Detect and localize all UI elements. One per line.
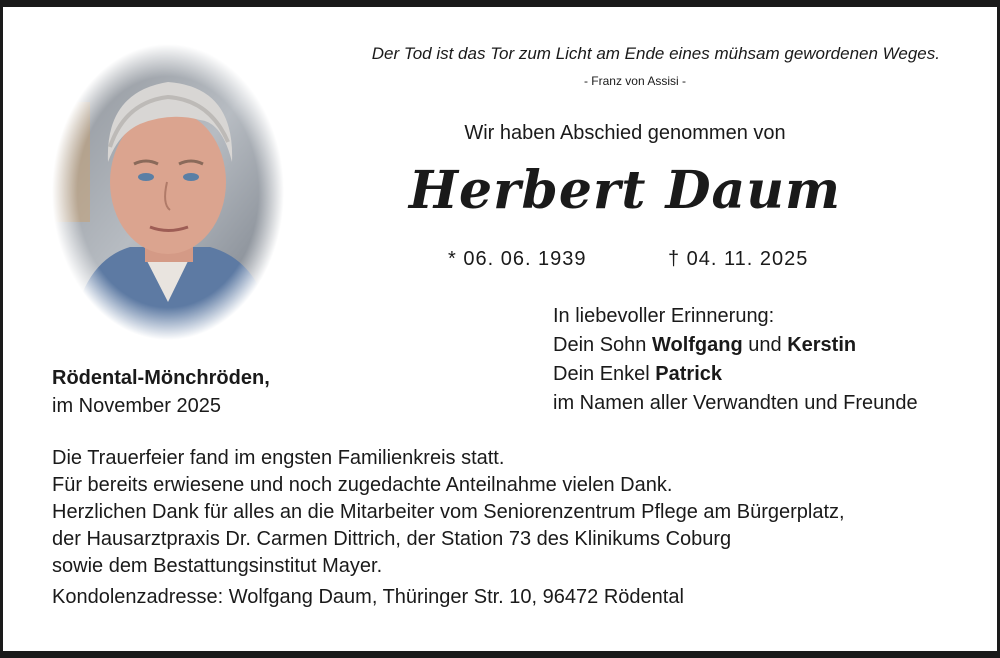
farewell-heading: Wir haben Abschied genommen von: [464, 122, 786, 144]
body-line: Für bereits erwiesene und noch zugedachte Anteilnahme vielen Dank.: [52, 474, 673, 496]
son-prefix: Dein Sohn: [553, 334, 652, 356]
son-name: Wolfgang: [651, 334, 743, 356]
quote-author: - Franz von Assisi -: [583, 74, 686, 88]
body-text: [52, 445, 845, 580]
mourners-intro: In liebevoller Erinnerung:: [553, 305, 775, 327]
grandson-name: Patrick: [655, 363, 722, 385]
place-town: Rödental-Mönchröden,: [52, 367, 270, 389]
body-line: Die Trauerfeier fand im engsten Familienkreis statt.: [52, 447, 505, 469]
place-and-date: [52, 364, 270, 420]
body-line: Herzlichen Dank für alles an die Mitarbeiter vom Seniorenzentrum Pflege am Bürgerplatz,: [52, 501, 845, 523]
place-date: im November 2025: [52, 395, 221, 417]
mourners-line-relatives: im Namen aller Verwandten und Freunde: [553, 392, 918, 414]
mourners-block: [553, 302, 918, 418]
mourners-line-grandson: [553, 360, 918, 389]
birth-date: * 06. 06. 1939: [448, 248, 587, 270]
body-line: der Hausarztpraxis Dr. Carmen Dittrich, der Station 73 des Klinikums Coburg: [52, 528, 732, 550]
mourners-line-son: [553, 331, 918, 360]
portrait-photo: [50, 42, 286, 342]
body-line: sowie dem Bestattungsinstitut Mayer.: [52, 555, 383, 577]
quote-text: Der Tod ist das Tor zum Licht am Ende eines mühsam gewordenen Weges.: [371, 44, 940, 63]
death-date: † 04. 11. 2025: [668, 248, 809, 270]
son-conjunction: und: [742, 334, 788, 356]
grandson-prefix: Dein Enkel: [553, 363, 656, 385]
condolence-address: Kondolenzadresse: Wolfgang Daum, Thüringer Str. 10, 96472 Rödental: [52, 586, 684, 608]
deceased-name: Herbert Daum: [408, 160, 842, 221]
daughter-in-law-name: Kerstin: [787, 334, 857, 356]
